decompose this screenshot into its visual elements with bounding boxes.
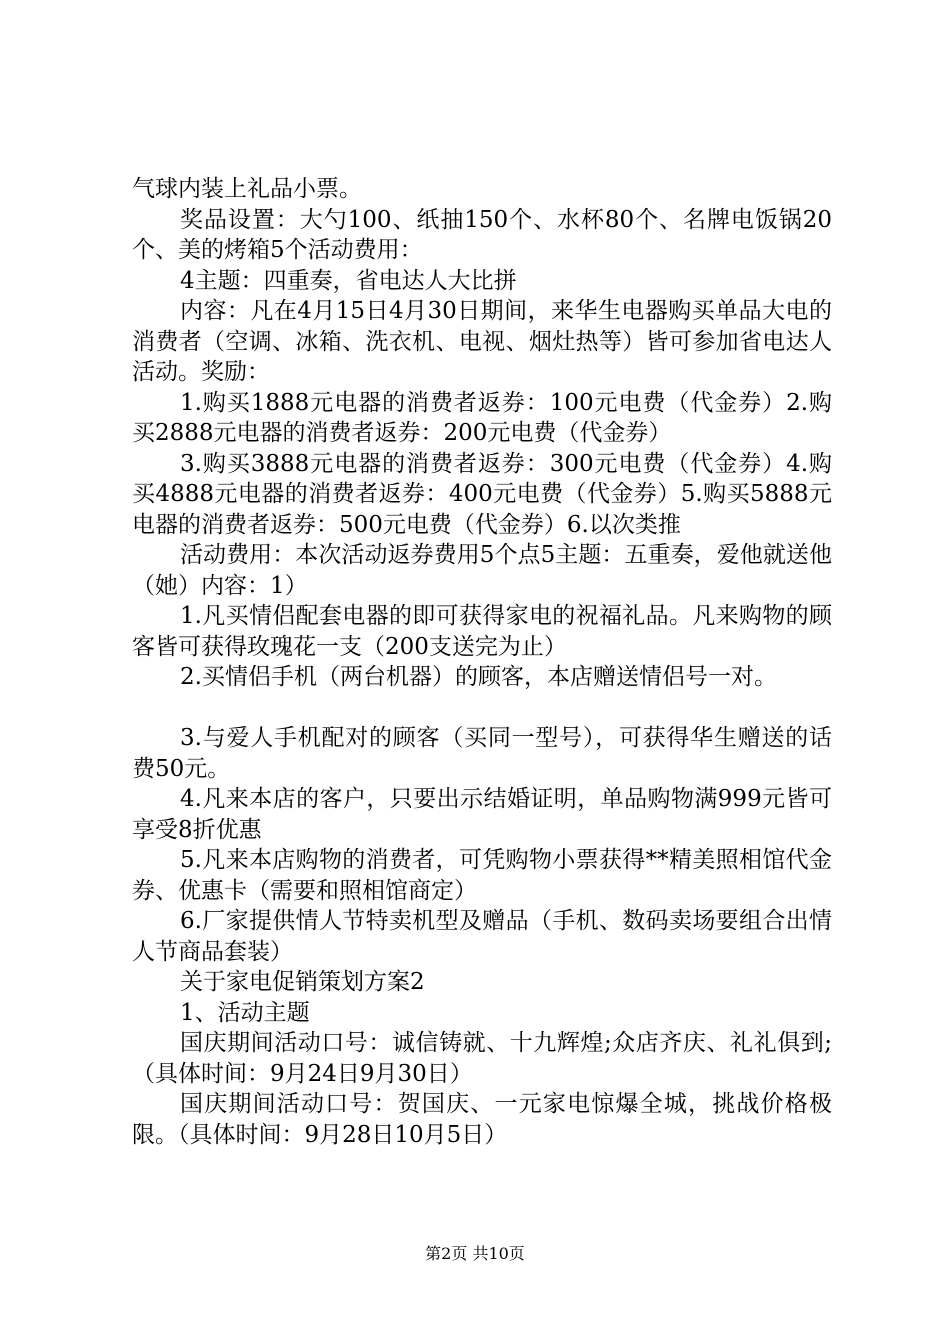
blank-line bbox=[132, 693, 832, 724]
paragraph-national-day-slogan-2: 国庆期间活动口号：贺国庆、一元家电惊爆全城，挑战价格极限。（具体时间：9月28日10月5日） bbox=[132, 1091, 832, 1148]
paragraph-item-4: 4.凡来本店的客户，只要出示结婚证明，单品购物满999元皆可享受8折优惠 bbox=[132, 786, 832, 843]
paragraph-activity-cost-theme-5: 活动费用：本次活动返券费用5个点5主题：五重奏，爱他就送他（她）内容：1） bbox=[132, 542, 832, 599]
document-body bbox=[132, 174, 832, 1150]
paragraph-item-1: 1.凡买情侣配套电器的即可获得家电的祝福礼品。凡来购物的顾客皆可获得玫瑰花一支（200支送完为止） bbox=[132, 603, 832, 660]
page-footer: 第2页 共10页 bbox=[425, 1244, 525, 1263]
subheading-activity-theme: 1、活动主题 bbox=[180, 999, 310, 1026]
paragraph-content-power-saving: 内容：凡在4月15日4月30日期间，来华生电器购买单品大电的消费者（空调、冰箱、洗衣机、电视、烟灶热等）皆可参加省电达人活动。奖励： bbox=[132, 298, 832, 385]
paragraph-prize-settings: 奖品设置：大勺100、纸抽150个、水杯80个、名牌电饭锅20个、美的烤箱5个活动费用： bbox=[132, 206, 832, 263]
paragraph-national-day-slogan-1: 国庆期间活动口号：诚信铸就、十九辉煌;众店齐庆、礼礼俱到;（具体时间：9月24日9月30日） bbox=[132, 1030, 832, 1087]
paragraph-theme-4: 4主题：四重奏，省电达人大比拼 bbox=[180, 267, 517, 294]
section-heading-plan-2: 关于家电促销策划方案2 bbox=[180, 969, 425, 995]
paragraph-item-5: 5.凡来本店购物的消费者，可凭购物小票获得**精美照相馆代金券、优惠卡（需要和照相馆商定） bbox=[132, 847, 832, 904]
paragraph-item-6: 6.厂家提供情人节特卖机型及赠品（手机、数码卖场要组合出情人节商品套装） bbox=[132, 908, 832, 965]
paragraph-rewards-3-6: 3.购买3888元电器的消费者返券：300元电费（代金券）4.购买4888元电器的消费者返券：400元电费（代金券）5.购买5888元电器的消费者返券：500元电费（代金券）6.以次类推 bbox=[132, 450, 832, 538]
paragraph-balloon-tickets: 气球内装上礼品小票。 bbox=[132, 176, 362, 202]
paragraph-rewards-1-2: 1.购买1888元电器的消费者返券：100元电费（代金券）2.购买2888元电器的消费者返券：200元电费（代金券） bbox=[132, 389, 832, 446]
paragraph-item-2: 2.买情侣手机（两台机器）的顾客，本店赠送情侣号一对。 bbox=[180, 664, 777, 690]
paragraph-item-3: 3.与爱人手机配对的顾客（买同一型号），可获得华生赠送的话费50元。 bbox=[132, 725, 832, 782]
